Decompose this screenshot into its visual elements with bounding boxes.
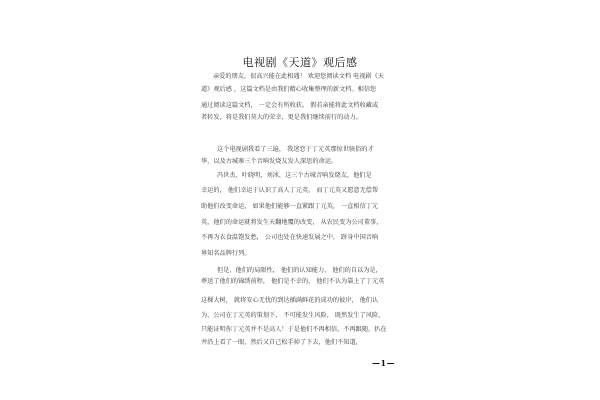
body-line: 但是，他们的局限性， 他们的认知能力， 他们的自以为是，: [217, 267, 382, 274]
body-line: 助他们改变命运， 如果他们能够一直紧跟丁元英， 一直相信丁元: [201, 203, 379, 210]
body-line: 为，公司在丁元英的策划下， 不可能发生风险， 既然发生了风险，: [201, 312, 385, 319]
body-line: 英，他们的命运就将发生天翻地覆的改变， 从农民变为公司董事，: [201, 219, 383, 226]
intro-line: 亲爱的朋友，很高兴能在此相遇！ 欢迎您阅读文档 电视剧《天: [213, 73, 384, 80]
intro-line: 通过阅读这篇文档， 一定会有所收获。 假若亲能将此文档收藏或: [201, 102, 379, 109]
body-line: 幸运的， 他们幸运于认识了高人丁元英， 而丁元英又愿意无偿帮: [201, 187, 379, 194]
body-line: 井沿上看了一眼，然后又自己松手掉了下去，他们不知道，: [201, 339, 362, 346]
intro-line: 道》观后感 ，这篇文档是由我们精心收集整理的新文档。相信您: [201, 86, 377, 93]
body-line: 葬送了他们的锦绣前程， 他们是不幸的， 他们不认为靠上了丁元英: [201, 278, 385, 285]
body-line: 只能证明你丁元英并不是高人！于是他们不再相信，不再跟随，扒在: [201, 326, 387, 333]
body-line: 不再为衣食温饱发愁， 公司也处在快速发展之中， 跻身中国音响: [201, 234, 379, 241]
body-line: 这个电视剧我看了三遍， 我迷恋于丁元英那惊世骇俗的才: [217, 146, 374, 153]
body-line: 冯世杰、叶晓明，刘冰，这三个古城音响发烧友，他们是: [217, 172, 372, 179]
body-line: 这棵大树， 就将安心无忧的到达插满鲜花的成功的彼岸， 他们认: [201, 297, 379, 304]
document-title: 电视剧《天道》观后感: [242, 56, 358, 69]
page-number: —1—: [372, 358, 396, 368]
body-line: 华，以及古城寨三个音响发烧友发人深思的命运。: [201, 158, 338, 165]
body-line: 界知名品牌行列。: [201, 250, 251, 257]
intro-line: 者转发，将是我们莫大的荣幸，更是我们继续前行的动力。: [201, 114, 362, 121]
